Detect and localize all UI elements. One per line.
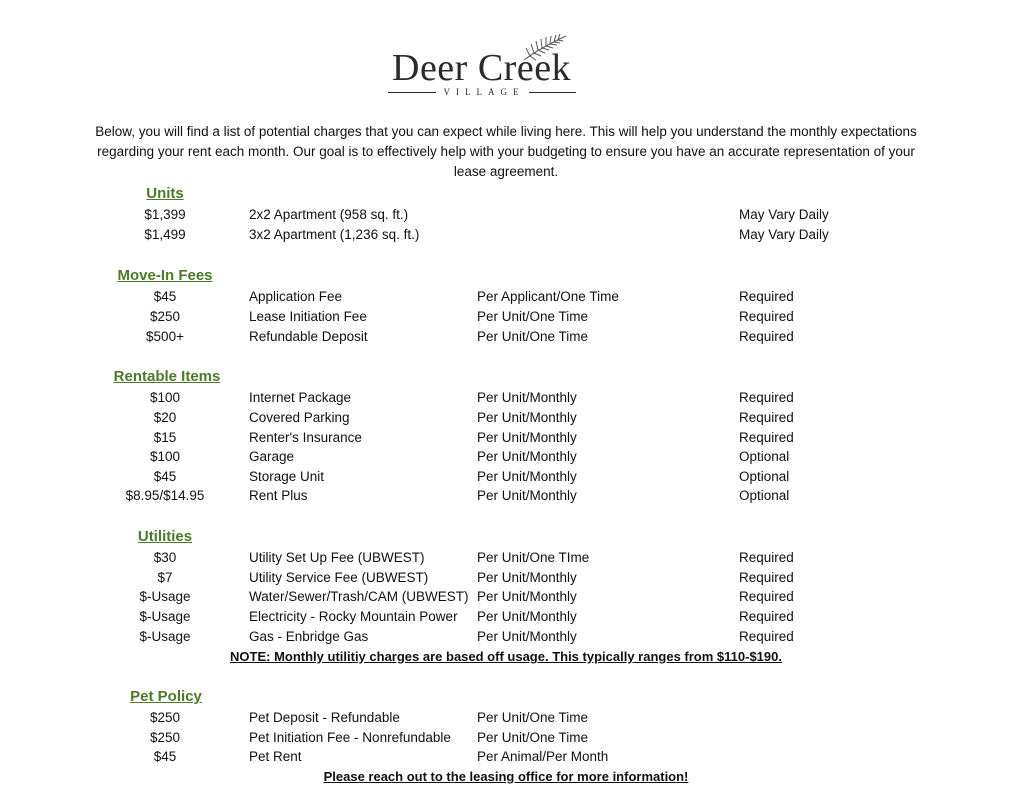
section-heading-units: Units [146, 185, 184, 202]
frequency: Per Unit/Monthly [477, 449, 577, 464]
logo-subtitle: VILLAGE [443, 87, 525, 97]
price: $7 [157, 570, 173, 585]
price: $250 [149, 309, 181, 324]
requirement: Required [739, 309, 794, 324]
requirement: Required [739, 410, 794, 425]
price: $45 [153, 749, 177, 764]
frequency: Per Unit/One Time [477, 730, 589, 745]
requirement: Required [739, 390, 794, 405]
section-heading-pet-policy: Pet Policy [130, 688, 202, 705]
frequency: Per Unit/Monthly [477, 488, 577, 503]
frequency: Per Unit/Monthly [477, 390, 577, 405]
requirement: Required [739, 550, 794, 565]
intro-paragraph: Below, you will find a list of potential charges that you can expect while living here. This will help you understand the monthly expectations regarding your rent each month. Our goal is to effectively help with your budgeting to ensure you have an accurate representation of your lease agreement. [95, 124, 917, 179]
table-row [0, 289, 1016, 309]
price: $250 [149, 730, 181, 745]
frequency: Per Unit/Monthly [477, 430, 577, 445]
price: $20 [153, 410, 177, 425]
frequency: Per Unit/Monthly [477, 629, 577, 644]
table-row [0, 589, 1016, 609]
price: $100 [149, 449, 181, 464]
table-row [0, 730, 1016, 750]
frequency: Per Unit/One Time [477, 710, 589, 725]
price: $30 [153, 550, 177, 565]
item: Electricity - Rocky Mountain Power [249, 609, 458, 624]
table-row [0, 469, 1016, 489]
item: Internet Package [249, 390, 352, 405]
frequency: Per Applicant/One Time [477, 289, 619, 304]
requirement: Required [739, 329, 794, 344]
price: $8.95/$14.95 [125, 488, 205, 503]
item: Pet Deposit - Refundable [249, 710, 400, 725]
table-row [0, 410, 1016, 430]
table-row [0, 449, 1016, 469]
requirement: Required [739, 629, 794, 644]
table-row [0, 749, 1016, 769]
table-row [0, 629, 1016, 649]
item: Rent Plus [249, 488, 308, 503]
table-row [0, 550, 1016, 570]
price: $250 [149, 710, 181, 725]
price: $-Usage [139, 589, 191, 604]
table-row [0, 609, 1016, 629]
item: Storage Unit [249, 469, 325, 484]
table-row [0, 570, 1016, 590]
price: $15 [153, 430, 177, 445]
frequency: Per Unit/Monthly [477, 469, 577, 484]
price: $-Usage [139, 609, 191, 624]
price: $1,399 [144, 207, 186, 222]
item: Pet Rent [249, 749, 302, 764]
deer-creek-logo [388, 30, 588, 100]
table-row [0, 488, 1016, 508]
item: Utility Service Fee (UBWEST) [249, 570, 429, 585]
section-heading-utilities: Utilities [137, 528, 193, 545]
item: 2x2 Apartment (958 sq. ft.) [249, 207, 409, 222]
item: Utility Set Up Fee (UBWEST) [249, 550, 425, 565]
price: $45 [153, 469, 177, 484]
item: Gas - Enbridge Gas [249, 629, 369, 644]
item: Application Fee [249, 289, 343, 304]
table-row [0, 309, 1016, 329]
item: Water/Sewer/Trash/CAM (UBWEST) [249, 589, 469, 604]
requirement: Required [739, 570, 794, 585]
frequency: Per Unit/One Time [477, 309, 589, 324]
requirement: May Vary Daily [739, 227, 829, 242]
requirement: Required [739, 289, 794, 304]
price: $45 [153, 289, 177, 304]
frequency: Per Animal/Per Month [477, 749, 609, 764]
section-heading-move-in-fees: Move-In Fees [117, 267, 213, 284]
requirement: Optional [739, 469, 790, 484]
footer-note: Please reach out to the leasing office for more information! [323, 769, 689, 784]
table-row [0, 329, 1016, 349]
frequency: Per Unit/One TIme [477, 550, 590, 565]
requirement: May Vary Daily [739, 207, 829, 222]
price: $500+ [146, 329, 184, 344]
item: Refundable Deposit [249, 329, 368, 344]
frequency: Per Unit/Monthly [477, 609, 577, 624]
item: 3x2 Apartment (1,236 sq. ft.) [249, 227, 420, 242]
table-row [0, 227, 1016, 247]
frequency: Per Unit/Monthly [477, 589, 577, 604]
section-heading-rentable-items: Rentable Items [113, 368, 221, 385]
table-row [0, 430, 1016, 450]
price: $1,499 [144, 227, 186, 242]
table-row [0, 390, 1016, 410]
price: $-Usage [139, 629, 191, 644]
frequency: Per Unit/One Time [477, 329, 589, 344]
utilities-note: NOTE: Monthly utilitiy charges are based off usage. This typically ranges from $110-$190. [230, 649, 782, 664]
logo-name: Deer Creek [392, 47, 572, 89]
frequency: Per Unit/Monthly [477, 570, 577, 585]
requirement: Required [739, 609, 794, 624]
price: $100 [149, 390, 181, 405]
table-row [0, 710, 1016, 730]
item: Covered Parking [249, 410, 350, 425]
frequency: Per Unit/Monthly [477, 410, 577, 425]
requirement: Optional [739, 488, 790, 503]
item: Renter's Insurance [249, 430, 362, 445]
requirement: Required [739, 430, 794, 445]
item: Pet Initiation Fee - Nonrefundable [249, 730, 451, 745]
table-row [0, 207, 1016, 227]
item: Lease Initiation Fee [249, 309, 367, 324]
item: Garage [249, 449, 295, 464]
requirement: Required [739, 589, 794, 604]
requirement: Optional [739, 449, 790, 464]
